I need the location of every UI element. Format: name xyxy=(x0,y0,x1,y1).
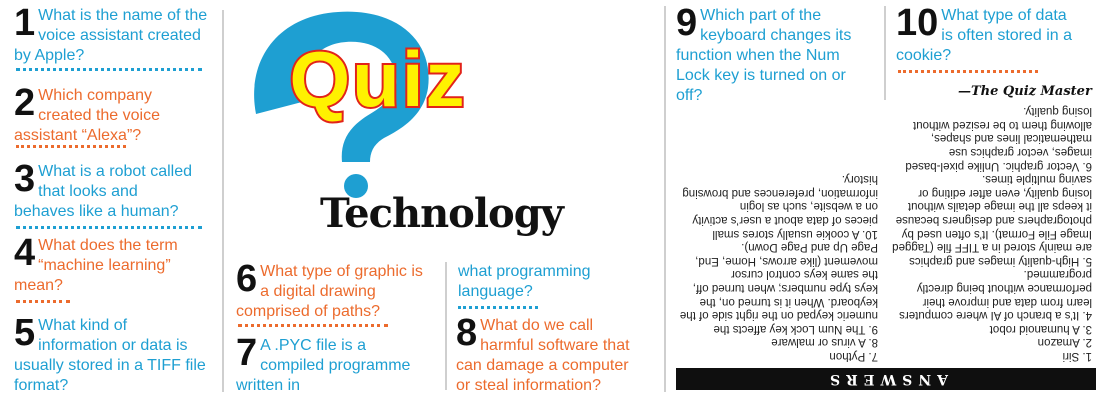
question-text: Which company created the voice assistant “Alexa”? xyxy=(14,87,160,144)
divider-1 xyxy=(222,10,224,392)
answer-item: 9. The Num Lock key affects the numeric keypad on the right side of the keyboard. When it is turned on, the keys type numbers; when turned off, the same keys control cursor movement (like arrows, Home, End, Page Up and Page Down). xyxy=(679,241,878,335)
separator xyxy=(238,324,388,327)
question-2 xyxy=(14,82,184,146)
question-text: What type of graphic is a digital drawing comprised of paths? xyxy=(236,263,423,320)
question-number: 9 xyxy=(676,2,698,44)
question-number: 2 xyxy=(14,82,36,124)
separator xyxy=(898,70,1038,73)
question-number: 7 xyxy=(236,332,258,374)
question-number: 6 xyxy=(236,258,258,300)
separator xyxy=(16,68,202,71)
question-7-continued: what programming language? xyxy=(458,263,591,300)
answer-item: 5. High-quality images and graphics are mainly stored in a TIFF file (Tagged Image File Format). It’s often used by photographers and designers because it keeps all the image details without losing quality, even after editing or saving multiple times. xyxy=(892,173,1092,267)
divider-3 xyxy=(664,6,666,392)
question-number: 1 xyxy=(14,2,36,44)
question-10 xyxy=(896,2,1076,66)
question-text: What does the term “machine learning” mean? xyxy=(14,237,178,294)
answer-item: 3. A humanoid robot xyxy=(989,322,1092,335)
answers-block xyxy=(676,105,1096,390)
question-1 xyxy=(14,2,214,66)
quiz-logo xyxy=(228,2,518,202)
question-number: 5 xyxy=(14,312,36,354)
question-number: 4 xyxy=(14,232,36,274)
answer-item: 4. It’s a branch of AI where computers learn from data and improve their performance without being directly programmed. xyxy=(899,268,1092,322)
question-3 xyxy=(14,158,200,222)
separator xyxy=(16,226,202,229)
answer-item: 8. A virus or malware xyxy=(771,336,878,349)
divider-2 xyxy=(445,262,447,390)
question-text: What do we call harmful software that can damage a computer or steal information? xyxy=(456,317,630,394)
question-4 xyxy=(14,232,194,296)
question-text: What is the name of the voice assistant created by Apple? xyxy=(14,7,208,64)
question-7 xyxy=(236,332,411,396)
subject-title: Technology xyxy=(320,190,563,237)
question-8 xyxy=(456,312,646,396)
question-text: What is a robot called that looks and behaves like a human? xyxy=(14,163,192,220)
question-5 xyxy=(14,312,206,396)
separator xyxy=(16,300,70,303)
answer-item: 7. Python xyxy=(829,350,878,362)
answer-item: 2. Amazon xyxy=(1037,336,1092,349)
question-text: A .PYC file is a compiled programme written in xyxy=(236,337,411,394)
quiz-word: Quiz xyxy=(289,35,467,123)
answer-item: 1. Siri xyxy=(1062,350,1092,362)
question-number: 3 xyxy=(14,158,36,200)
answer-item: 10. A cookie usually stores small pieces of data about a user’s activity on a website, such as login information, preferences and browsing history. xyxy=(682,173,878,240)
question-text: Which part of the keyboard changes its function when the Num Lock key is turned on or off? xyxy=(676,7,852,104)
question-text: What kind of information or data is usually stored in a TIFF file format? xyxy=(14,317,206,394)
question-6 xyxy=(236,258,436,322)
signature: —The Quiz Master xyxy=(958,84,1092,99)
answers-column-right xyxy=(678,172,878,362)
question-9 xyxy=(676,2,876,106)
answer-item: 6. Vector graphic. Unlike pixel-based images, vector graphics use mathematical lines and shapes, allowing them to be resized without losing quality. xyxy=(905,105,1092,172)
separator xyxy=(458,306,538,309)
answers-column-left xyxy=(892,104,1092,362)
question-number: 10 xyxy=(896,2,939,44)
question-number: 8 xyxy=(456,312,478,354)
question-text: What type of data is often stored in a cookie? xyxy=(896,7,1073,64)
separator xyxy=(16,145,126,148)
divider-4 xyxy=(884,6,886,100)
answers-title: ANSWERS xyxy=(676,368,1096,390)
